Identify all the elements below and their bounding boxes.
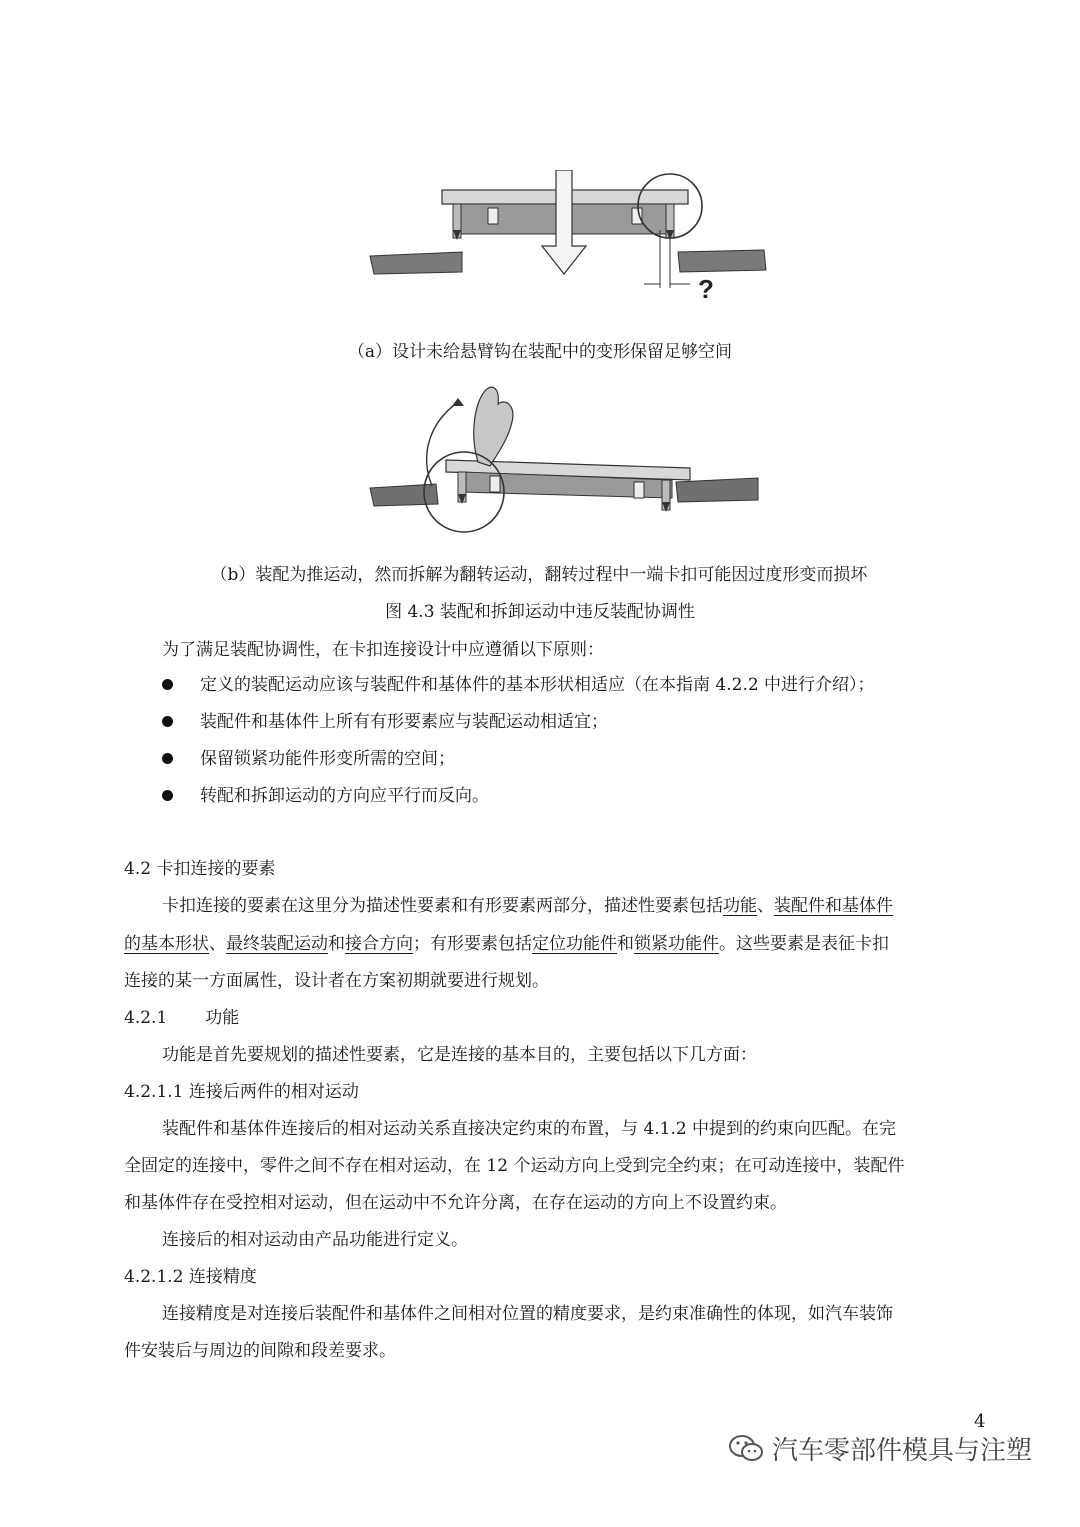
section-4-2-1-1-heading: 4.2.1.1 连接后两件的相对运动 bbox=[124, 1082, 359, 1102]
list-item: 保留锁紧功能件形变所需的空间； bbox=[124, 746, 1004, 783]
section-4-2-1-heading: 4.2.1 功能 bbox=[124, 1008, 240, 1028]
finger-shape bbox=[474, 387, 513, 466]
section-4-2-1-2-line1: 连接精度是对连接后装配件和基体件之间相对位置的精度要求，是约束准确性的体现，如汽车装饰 bbox=[162, 1304, 893, 1324]
principles-list bbox=[124, 672, 1004, 820]
left-base-block bbox=[370, 252, 462, 274]
bullet-icon bbox=[162, 790, 173, 801]
section-4-2-1-1-line3: 和基体件存在受控相对运动，但在运动中不允许分离，在存在运动的方向上不设置约束。 bbox=[124, 1193, 787, 1213]
section-4-2-1-1-line4: 连接后的相对运动由产品功能进行定义。 bbox=[162, 1230, 468, 1250]
list-item: 装配件和基体件上所有有形要素应与装配运动相适宜； bbox=[124, 709, 1004, 746]
section-4-2-para-line1: 卡扣连接的要素在这里分为描述性要素和有形要素两部分，描述性要素包括功能、装配件和基体件 bbox=[162, 896, 893, 916]
term-function: 功能 bbox=[723, 896, 757, 916]
section-4-2-1-2-heading: 4.2.1.2 连接精度 bbox=[124, 1267, 257, 1287]
section-4-2-1-2-line2: 件安装后与周边的间隙和段差要求。 bbox=[124, 1341, 396, 1361]
section-4-2-1-1-line1: 装配件和基体件连接后的相对运动关系直接决定约束的布置，与 4.1.2 中提到的约束向匹配。在完 bbox=[162, 1119, 897, 1139]
figure-a-diagram bbox=[360, 170, 780, 310]
intro-text: 为了满足装配协调性，在卡扣连接设计中应遵循以下原则： bbox=[162, 640, 604, 660]
bullet-icon bbox=[162, 679, 173, 690]
term-direction: 接合方向 bbox=[345, 934, 413, 954]
section-4-2-para-line3: 连接的某一方面属性，设计者在方案初期就要进行规划。 bbox=[124, 971, 549, 991]
list-item: 定义的装配运动应该与装配件和基体件的基本形状相适应（在本指南 4.2.2 中进行介绍）； bbox=[124, 672, 1004, 709]
figure-b-caption: （b）装配为推运动，然而拆解为翻转运动，翻转过程中一端卡扣可能因过度形变而损坏 bbox=[210, 565, 868, 585]
watermark bbox=[728, 1430, 1032, 1467]
term-shape-part2: 的基本形状 bbox=[124, 934, 209, 954]
term-locking: 锁紧功能件 bbox=[634, 934, 719, 954]
figure-title: 图 4.3 装配和拆卸运动中违反装配协调性 bbox=[385, 602, 695, 622]
section-4-2-1-body: 功能是首先要规划的描述性要素，它是连接的基本目的，主要包括以下几方面： bbox=[162, 1045, 757, 1065]
question-mark: ? bbox=[698, 274, 714, 304]
term-final-motion: 最终装配运动 bbox=[226, 934, 328, 954]
right-base-block bbox=[678, 250, 766, 272]
page-number: 4 bbox=[974, 1411, 986, 1432]
watermark-text: 汽车零部件模具与注塑 bbox=[772, 1436, 1033, 1466]
rotation-arrow bbox=[427, 402, 458, 486]
bullet-icon bbox=[162, 716, 173, 727]
term-shape-part1: 装配件和基体件 bbox=[774, 896, 893, 916]
wechat-icon bbox=[728, 1434, 764, 1464]
right-base-strip bbox=[676, 478, 758, 502]
figure-a-caption: （a）设计未给悬臂钩在装配中的变形保留足够空间 bbox=[347, 342, 733, 362]
section-4-2-para-line2: 的基本形状、最终装配运动和接合方向；有形要素包括定位功能件和锁紧功能件。这些要素是表征卡扣 bbox=[124, 934, 889, 954]
list-item: 转配和拆卸运动的方向应平行而反向。 bbox=[124, 783, 1004, 820]
left-base-strip bbox=[370, 484, 438, 506]
term-locating: 定位功能件 bbox=[532, 934, 617, 954]
bullet-icon bbox=[162, 753, 173, 764]
figure-b-diagram bbox=[366, 376, 786, 546]
section-4-2-1-1-line2: 全固定的连接中，零件之间不存在相对运动，在 12 个运动方向上受到完全约束；在可动连接中，装配件 bbox=[124, 1156, 905, 1176]
section-4-2-heading: 4.2 卡扣连接的要素 bbox=[124, 859, 276, 879]
